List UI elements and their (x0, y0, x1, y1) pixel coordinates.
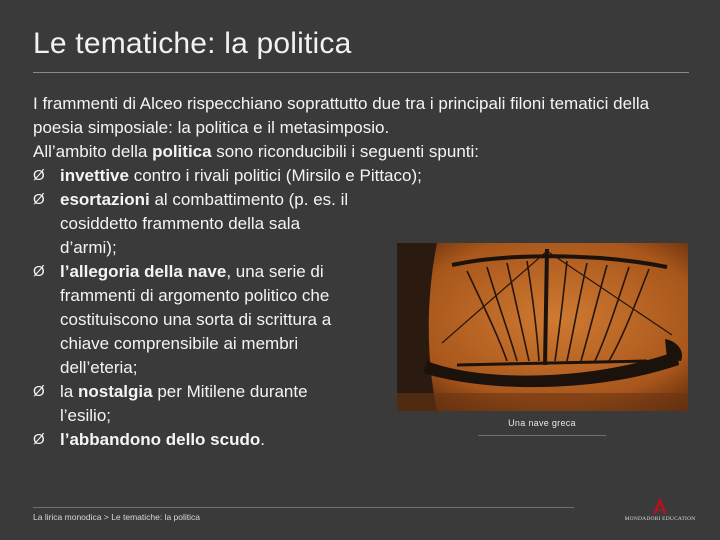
ship-vase-illustration (397, 243, 688, 411)
intro-lead-post: sono riconducibili i seguenti spunti: (211, 142, 480, 161)
bullet-text: . (260, 430, 265, 449)
intro-paragraph: I frammenti di Alceo rispecchiano soprattutto due tra i principali filoni tematici della poesia simposiale: la politica e il metasimposio. (33, 94, 650, 137)
bullet-bold: invettive (60, 166, 129, 185)
intro-lead-pre: All’ambito della (33, 142, 153, 161)
footer-divider (33, 507, 574, 508)
arrow-bullet-icon: Ø (33, 383, 45, 400)
bullet-text: per Mitilene durante l’esilio; (60, 382, 308, 425)
bullet-pre: la (60, 382, 78, 401)
image-caption: Una nave greca (508, 418, 576, 428)
bullet-text: contro i rivali politici (Mirsilo e Pittaco); (128, 166, 422, 185)
arrow-bullet-icon: Ø (33, 191, 45, 208)
mondadori-logo-icon (620, 496, 700, 516)
arrow-bullet-icon: Ø (33, 431, 45, 448)
greek-ship-image (397, 243, 688, 411)
publisher-logo (620, 496, 700, 526)
intro-lead-bold: politica (152, 142, 212, 161)
slide-title: Le tematiche: la politica (33, 27, 352, 60)
caption-divider (478, 435, 606, 436)
bullet-bold: l’allegoria della nave (60, 262, 227, 281)
bullet-bold: esortazioni (60, 190, 150, 209)
title-divider (33, 72, 689, 73)
publisher-name: MONDADORI EDUCATION (624, 516, 696, 522)
bullet-text: al combattimento (p. es. il cosiddetto frammento della sala d’armi); (60, 190, 349, 257)
arrow-bullet-icon: Ø (33, 263, 45, 280)
bullet-bold: nostalgia (77, 382, 153, 401)
footer-breadcrumb: La lirica monodica > Le tematiche: la politica (33, 512, 201, 522)
bullet-bold: l’abbandono dello scudo (60, 430, 261, 449)
arrow-bullet-icon: Ø (33, 167, 45, 184)
bullet-text: , una serie di frammenti di argomento politico che costituiscono una sorta di scrittura a chiave comprensibile ai membri dell’eteria; (60, 262, 332, 377)
list-item (33, 164, 673, 188)
list-item (33, 428, 673, 452)
intro-lead (33, 140, 673, 164)
